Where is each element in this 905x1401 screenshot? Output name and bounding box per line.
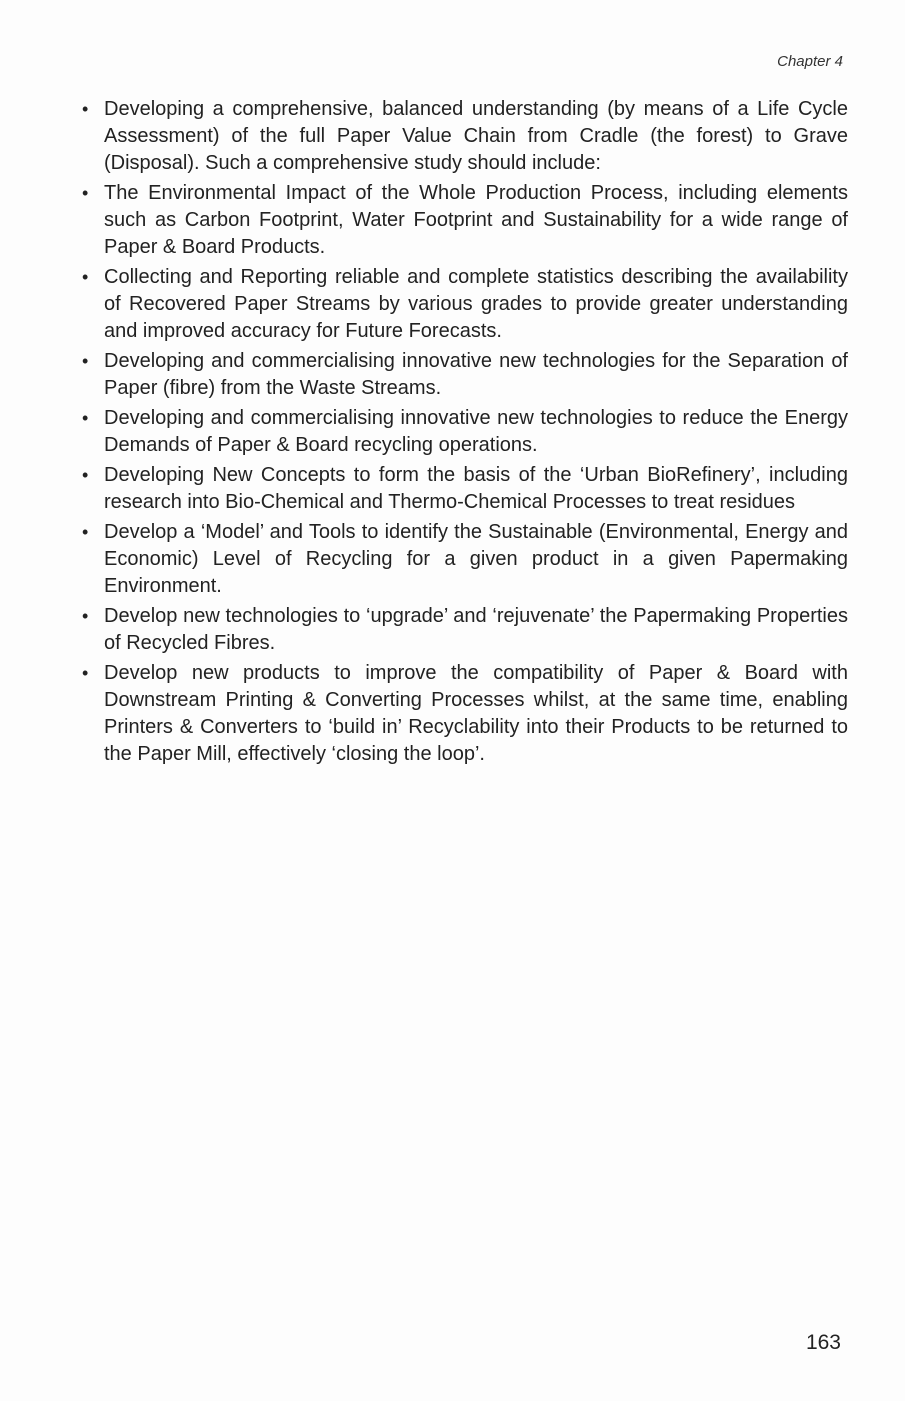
list-item <box>78 660 848 768</box>
list-item-text: Develop a ‘Model’ and Tools to identify the Sustainable (Environmental, Energy and Economic) Level of Recycling for a given product in a given Papermaking Environment. <box>104 521 848 597</box>
list-item <box>78 348 848 402</box>
bullet-icon: • <box>82 606 89 626</box>
list-item-text: Developing and commercialising innovative new technologies for the Separation of Paper (fibre) from the Waste Streams. <box>104 350 848 399</box>
running-head: Chapter 4 <box>777 53 843 70</box>
bullet-icon: • <box>82 267 89 287</box>
list-item-text: Develop new technologies to ‘upgrade’ and ‘rejuvenate’ the Papermaking Properties of Recycled Fibres. <box>104 605 848 654</box>
list-item <box>78 603 848 657</box>
list-item-text: Developing New Concepts to form the basis of the ‘Urban BioRefinery’, including research into Bio-Chemical and Thermo-Chemical Processes to treat residues <box>104 464 848 513</box>
list-item-text: The Environmental Impact of the Whole Production Process, including elements such as Carbon Footprint, Water Footprint and Sustainability for a wide range of Paper & Board Products. <box>104 182 848 258</box>
bullet-icon: • <box>82 663 89 683</box>
list-item <box>78 462 848 516</box>
list-item-text: Develop new products to improve the compatibility of Paper & Board with Downstream Printing & Converting Processes whilst, at the same time, enabling Printers & Converters to ‘build in’ Recyclability into their Products to be returned to the Paper Mill, effectively ‘closing the loop’. <box>104 662 848 765</box>
list-item <box>78 405 848 459</box>
list-item-text: Collecting and Reporting reliable and complete statistics describing the availability of Recovered Paper Streams by various grades to provide greater understanding and improved accuracy for Future Forecasts. <box>104 266 848 342</box>
bullet-icon: • <box>82 465 89 485</box>
list-item <box>78 96 848 177</box>
bullet-icon: • <box>82 183 89 203</box>
list-item-text: Developing and commercialising innovative new technologies to reduce the Energy Demands of Paper & Board recycling operations. <box>104 407 848 456</box>
bullet-icon: • <box>82 99 89 119</box>
bullet-icon: • <box>82 522 89 542</box>
page-number: 163 <box>805 1331 841 1354</box>
list-item <box>78 264 848 345</box>
bullet-icon: • <box>82 408 89 428</box>
list-item <box>78 180 848 261</box>
bullet-icon: • <box>82 351 89 371</box>
bullet-list <box>78 96 848 771</box>
list-item-text: Developing a comprehensive, balanced understanding (by means of a Life Cycle Assessment) of the full Paper Value Chain from Cradle (the forest) to Grave (Disposal). Such a comprehensive study should include: <box>104 98 848 174</box>
list-item <box>78 519 848 600</box>
